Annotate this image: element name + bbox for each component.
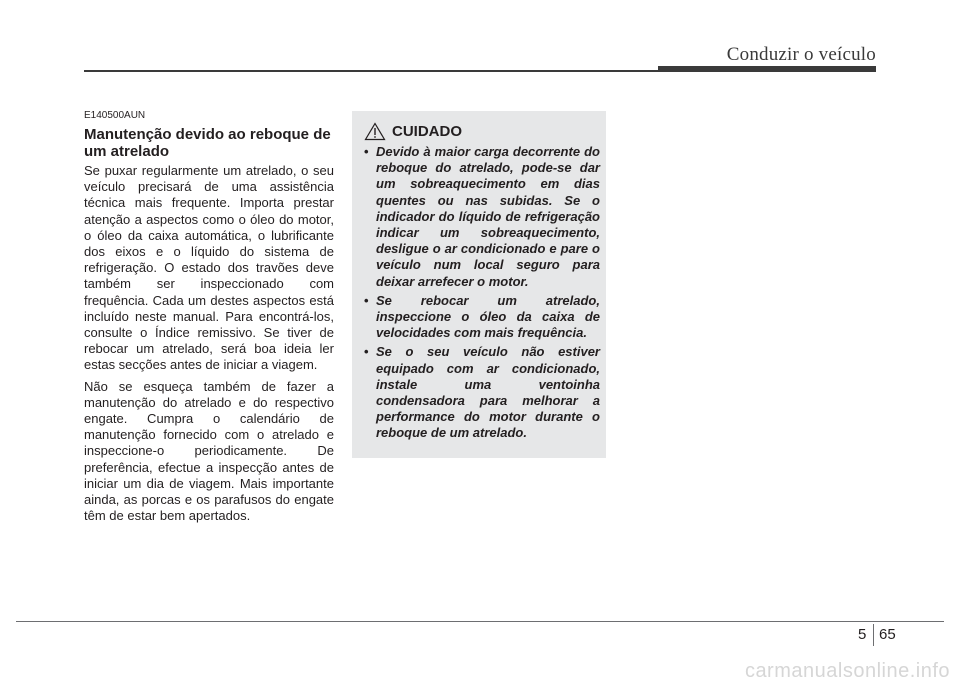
caution-item (364, 144, 600, 290)
page-number: 65 (879, 626, 896, 643)
bullet-icon: • (364, 144, 369, 159)
caution-item (364, 293, 600, 342)
caution-item (364, 344, 600, 441)
chapter-title: Conduzir o veículo (726, 44, 876, 65)
header-rule (84, 70, 664, 72)
caution-item-text: Devido à maior carga decorrente do reboque do atrelado, pode-se dar um sobreaquecimento em dias quentes ou nas subidas. Se o indicador do líquido de refrigeração indicar um sobreaquecimento, desligue o ar condicionado e pare o veículo num local seguro para deixar arrefecer o motor. (376, 144, 600, 289)
caution-item-text: Se rebocar um atrelado, inspeccione o óleo da caixa de velocidades com mais frequência. (376, 292, 600, 341)
caution-box (352, 111, 606, 458)
body-paragraph: Se puxar regularmente um atrelado, o seu veículo precisará de uma assistência técnica mais frequente. Importa prestar atenção a aspectos como o óleo do motor, o óleo da caixa automática, o lubrificante dos eixos e o líquido do sistema de refrigeração. O estado dos travões deve também ser inspeccionado com frequência. Cada um destes aspectos está incluído neste manual. Para encontrá-los, consulte o Índice remissivo. Se tiver de rebocar um atrelado, será boa ideia ler estas secções antes de iniciar a viagem. (84, 163, 334, 373)
section-heading: Manutenção devido ao reboque de um atrelado (84, 126, 331, 160)
body-text (84, 163, 334, 529)
bullet-icon: • (364, 344, 369, 360)
footer-rule (16, 621, 944, 622)
caution-item-text: Se o seu veículo não estiver equipado com ar condicionado, instale uma ventoinha condensadora para melhorar a performance do motor durante o reboque de um atrelado. (376, 344, 600, 441)
section-code: E140500AUN (84, 110, 146, 121)
caution-title: CUIDADO (392, 122, 462, 140)
warning-triangle-icon (364, 122, 386, 141)
watermark: carmanualsonline.info (744, 660, 950, 682)
bullet-icon: • (364, 292, 369, 308)
page-number-separator (873, 624, 874, 646)
body-paragraph: Não se esqueça também de fazer a manutenção do atrelado e do respectivo engate. Cumpra o calendário de manutenção fornecido com o atrelado e inspeccione-o periodicamente. De preferência, efectue a inspecção antes de iniciar um dia de viagem. Mais importante ainda, as porcas e os parafusos do engate têm de estar bem apertados. (84, 378, 334, 524)
caution-header (364, 121, 600, 141)
chapter-number: 5 (858, 626, 867, 643)
header-rule-accent (658, 66, 876, 72)
caution-list (364, 144, 600, 442)
